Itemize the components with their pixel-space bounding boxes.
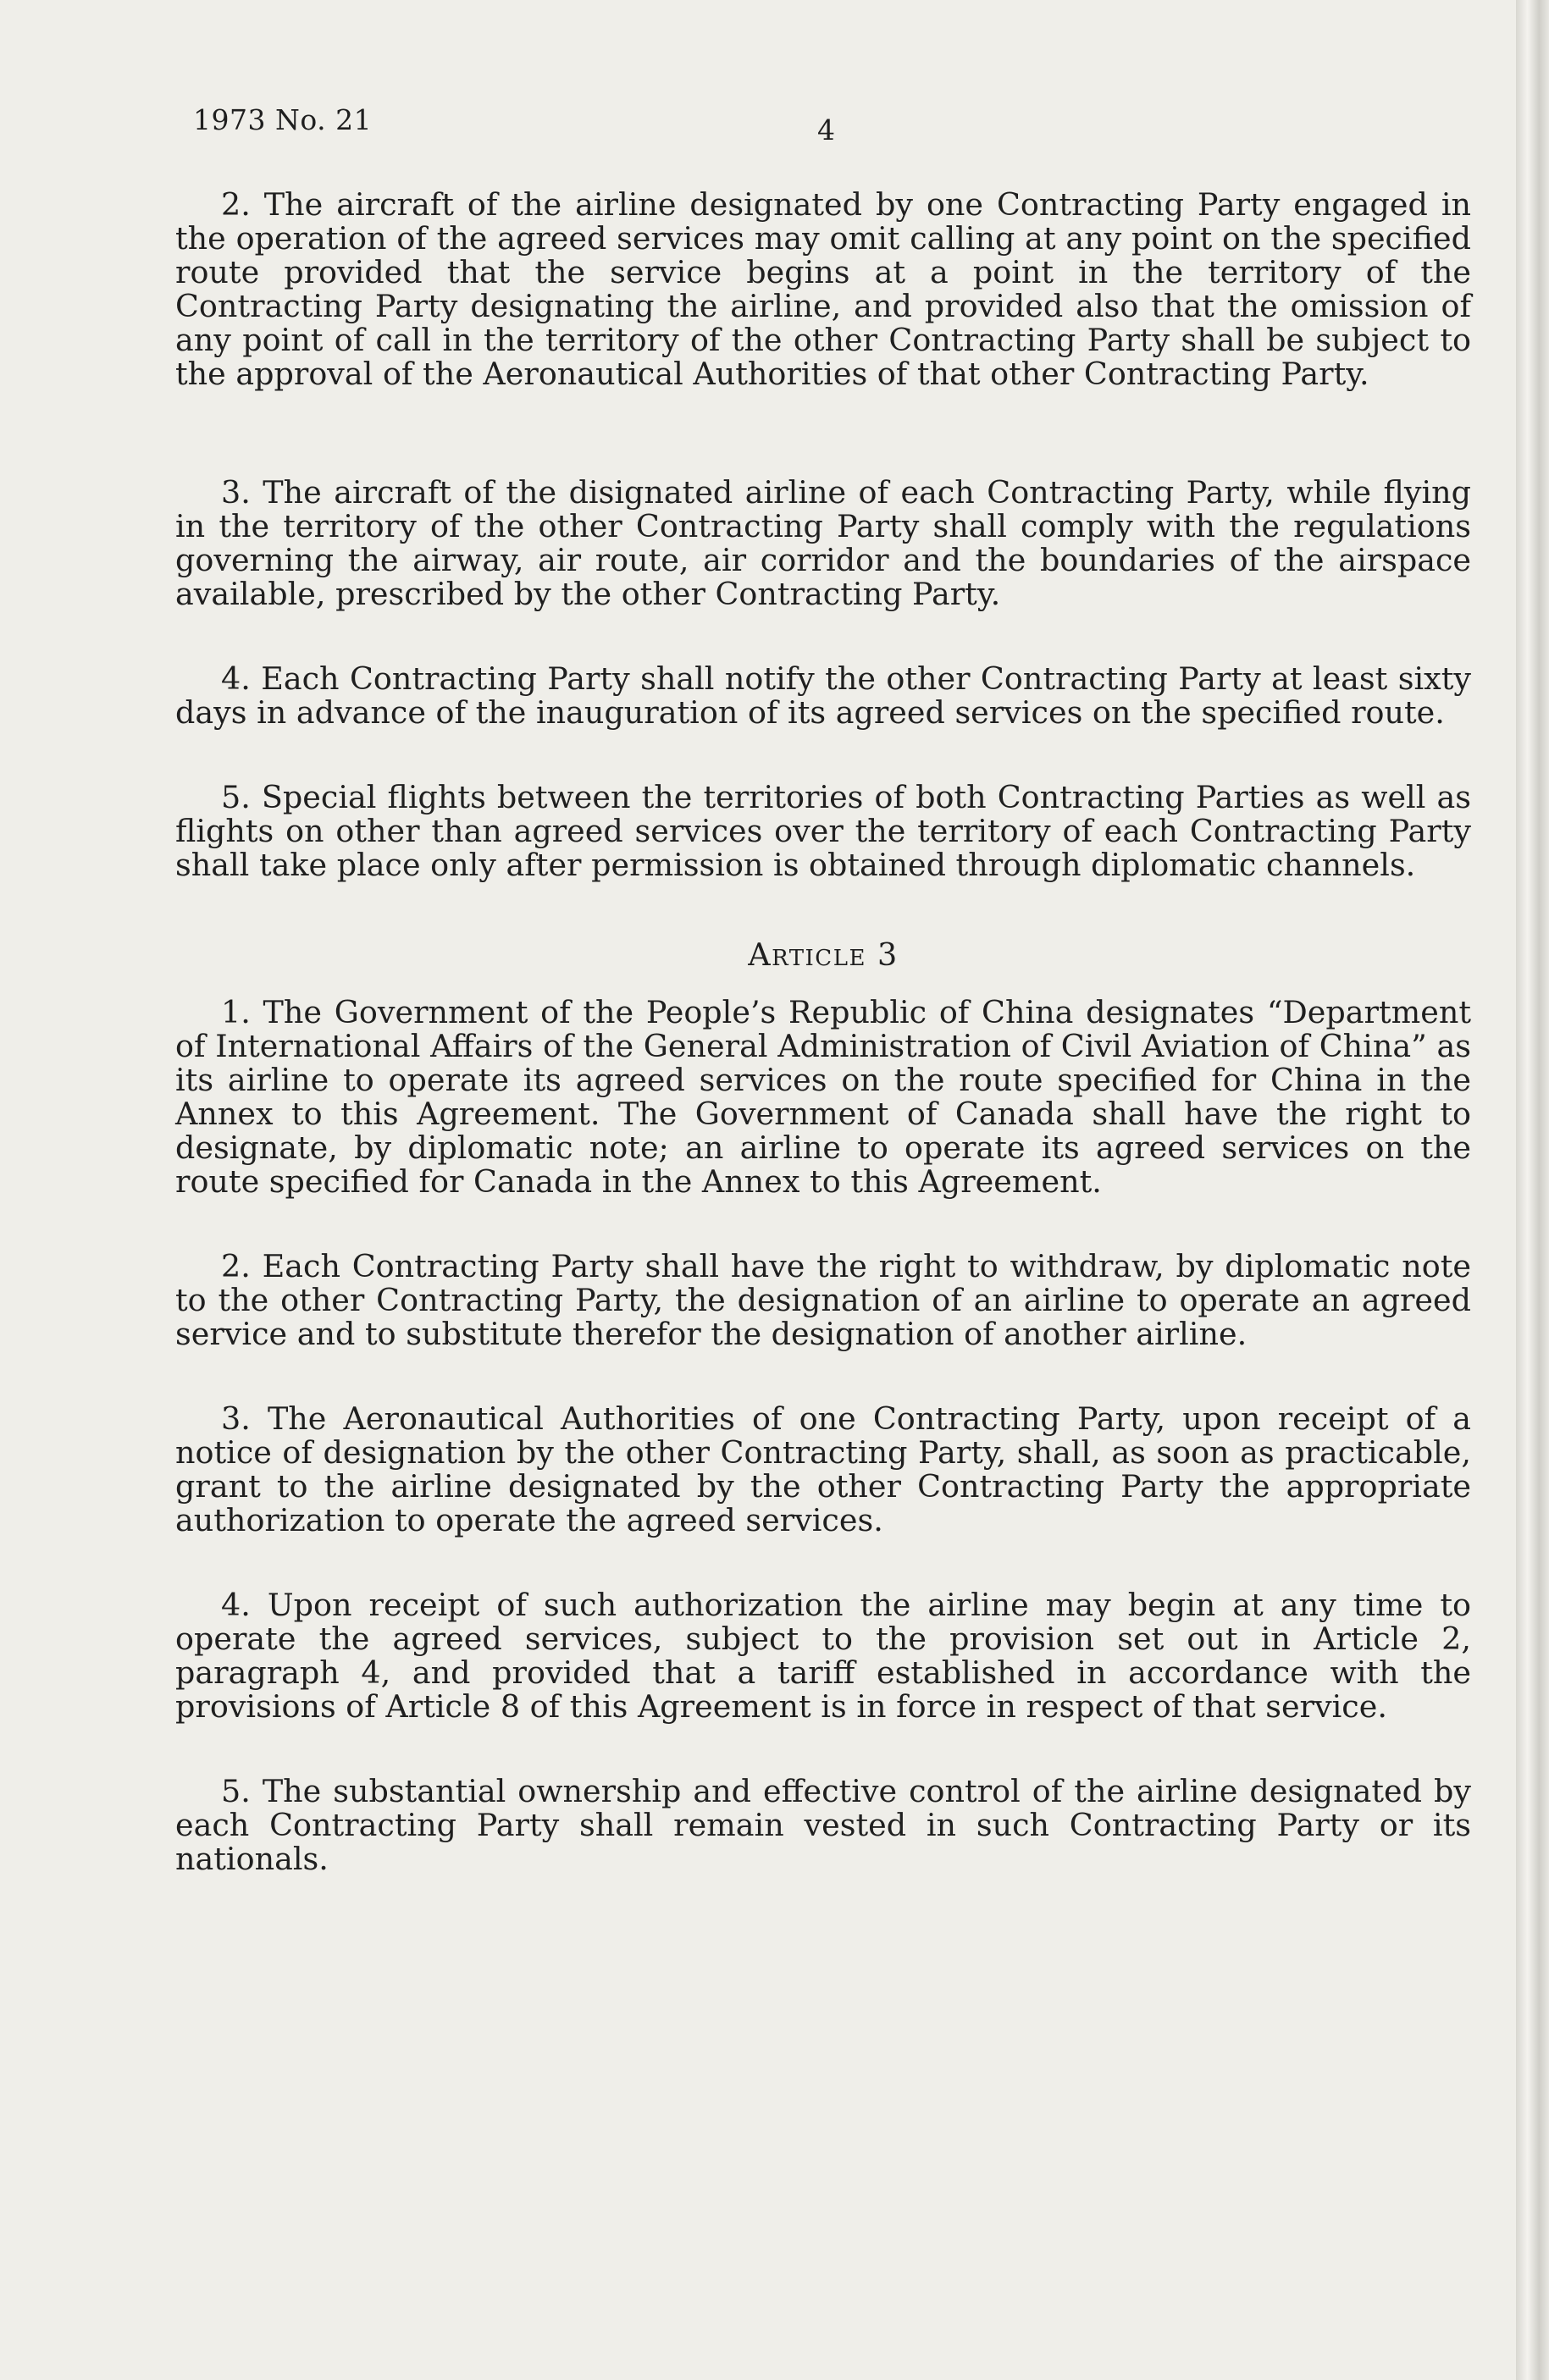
page-number: 4 bbox=[817, 113, 835, 146]
article3-paragraph-1: 1. The Government of the People’s Republic of China designates “Department of International Affairs of the General Administration of Civil Aviation of China” as its airline to operate its agreed services on the route specified for China in the Annex to this Agreement. The Government of Canada shall have the right to designate, by diplomatic note; an airline to operate its agreed services on the route specified for Canada in the Annex to this Agreement. bbox=[175, 994, 1471, 1200]
page-edge bbox=[1516, 0, 1549, 2380]
article3-paragraph-3: 3. The Aeronautical Authorities of one Contracting Party, upon receipt of a notice of designation by the other Contracting Party, shall, as soon as practicable, grant to the airline designated by the other Contracting Party the appropriate authorization to operate the agreed services. bbox=[175, 1400, 1471, 1538]
paragraph-3: 3. The aircraft of the disignated airline of each Contracting Party, while flying in the territory of the other Contracting Party shall comply with the regulations governing the airway, air route, air corridor and the boundaries of the airspace available, prescribed by the other Contracting Party. bbox=[175, 474, 1471, 612]
document-body bbox=[175, 188, 1471, 1961]
paragraph-4: 4. Each Contracting Party shall notify the other Contracting Party at least sixty days in advance of the inauguration of its agreed services on the specified route. bbox=[175, 660, 1471, 731]
article3-paragraph-2: 2. Each Contracting Party shall have the right to withdraw, by diplomatic note to the other Contracting Party, the designation of an airline to operate an agreed service and to substitute therefor the designation of another airline. bbox=[175, 1248, 1471, 1352]
paragraph-2: 2. The aircraft of the airline designated by one Contracting Party engaged in the operation of the agreed services may omit calling at any point on the specified route provided that the service begins at a point in the territory of the Contracting Party designating the airline, and provided also that the omission of any point of call in the territory of the other Contracting Party shall be subject to the approval of the Aeronautical Authorities of that other Contracting Party. bbox=[175, 186, 1471, 392]
paragraph-5: 5. Special flights between the territories of both Contracting Parties as well as flights on other than agreed services over the territory of each Contracting Party shall take place only after permission is obtained through diplomatic channels. bbox=[175, 779, 1471, 883]
article3-paragraph-4: 4. Upon receipt of such authorization the airline may begin at any time to operate the agreed services, subject to the provision set out in Article 2, paragraph 4, and provided that a tariff established in accordance with the provisions of Article 8 of this Agreement is in force in respect of that service. bbox=[175, 1587, 1471, 1725]
article3-paragraph-5: 5. The substantial ownership and effective control of the airline designated by each Contracting Party shall remain vested in such Contracting Party or its nationals. bbox=[175, 1773, 1471, 1877]
header-year-number: 1973 No. 21 bbox=[193, 103, 373, 136]
article-heading: Article 3 bbox=[748, 936, 899, 973]
